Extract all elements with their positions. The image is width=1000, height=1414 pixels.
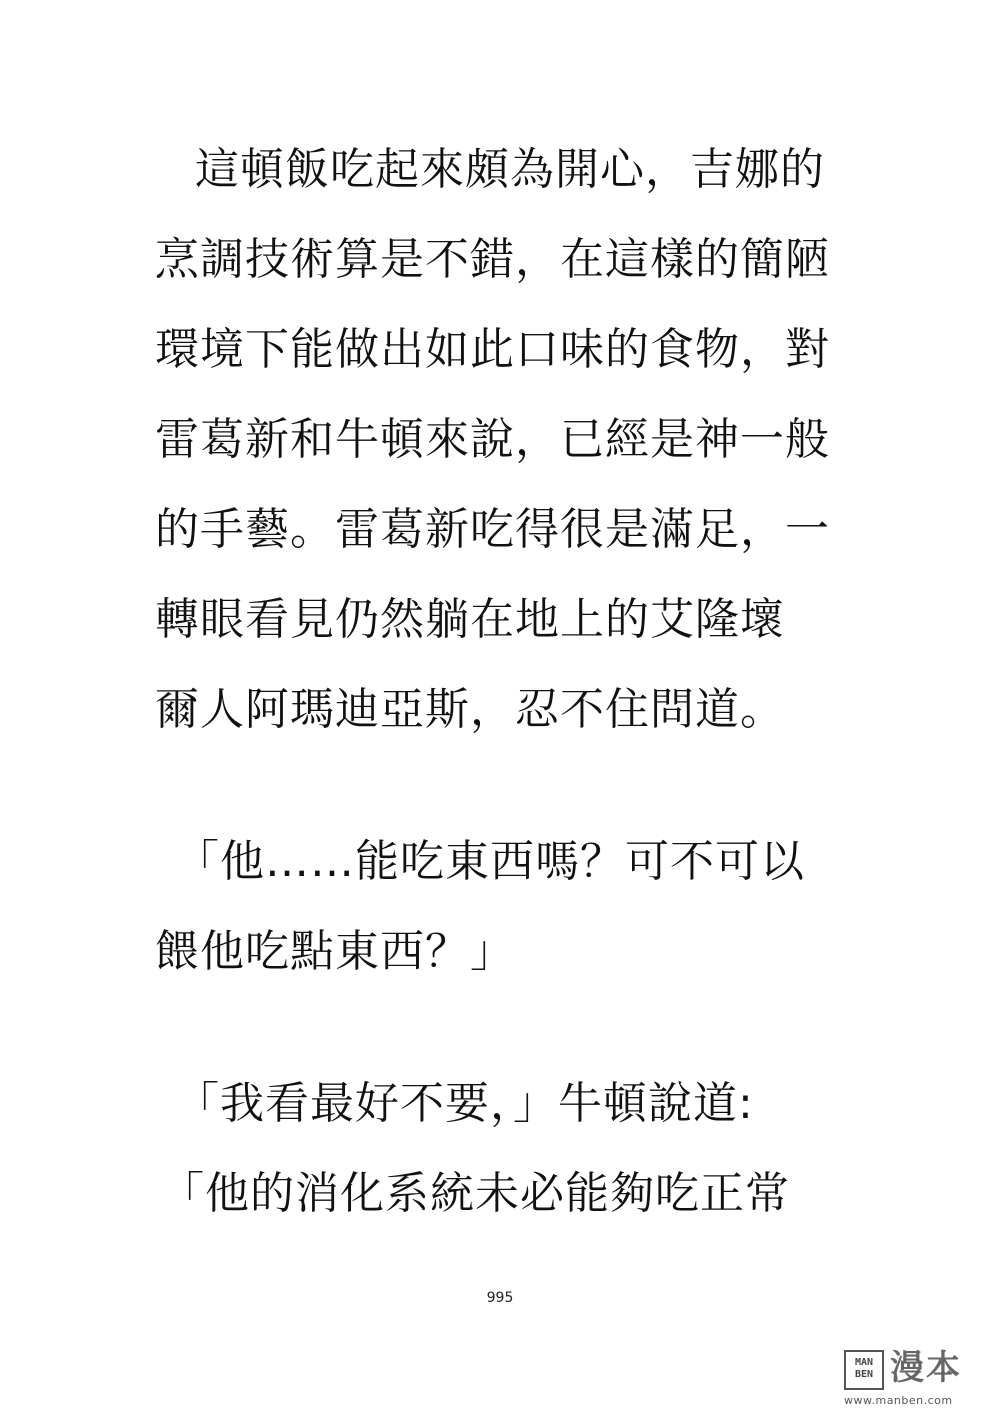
paragraph-1-line-4: 雷葛新和牛頓來說，已經是神一般 xyxy=(155,414,830,465)
paragraph-3-line-1: 「我看最好不要，」牛頓說道: xyxy=(175,1078,754,1129)
logo-box-text-bottom: BEN xyxy=(854,1369,874,1380)
paragraph-1-line-1: 這頓飯吃起來頗為開心，吉娜的 xyxy=(195,144,825,195)
paragraph-1-line-6: 轉眼看見仍然躺在地上的艾隆壞 xyxy=(155,594,785,645)
logo-box-icon xyxy=(844,1350,884,1390)
paragraph-1-line-2: 烹調技術算是不錯，在這樣的簡陋 xyxy=(155,234,830,285)
watermark-logo xyxy=(842,1344,992,1408)
page-number: 995 xyxy=(486,1290,514,1306)
paragraph-2-line-1: 「他……能吃東西嗎？可不可以 xyxy=(175,836,805,887)
paragraph-2-line-2: 餵他吃點東西？」 xyxy=(155,926,515,977)
logo-url: www.manben.com xyxy=(844,1394,953,1407)
paragraph-1-line-3: 環境下能做出如此口味的食物，對 xyxy=(155,324,830,375)
logo-box-text-top: MAN xyxy=(854,1357,874,1368)
paragraph-1-line-5: 的手藝。雷葛新吃得很是滿足，一 xyxy=(155,504,830,555)
paragraph-1-line-7: 爾人阿瑪迪亞斯，忍不住問道。 xyxy=(155,684,785,735)
logo-chars: 漫本 xyxy=(890,1348,962,1388)
paragraph-3-line-2: 「他的消化系統未必能夠吃正常 xyxy=(160,1168,790,1219)
